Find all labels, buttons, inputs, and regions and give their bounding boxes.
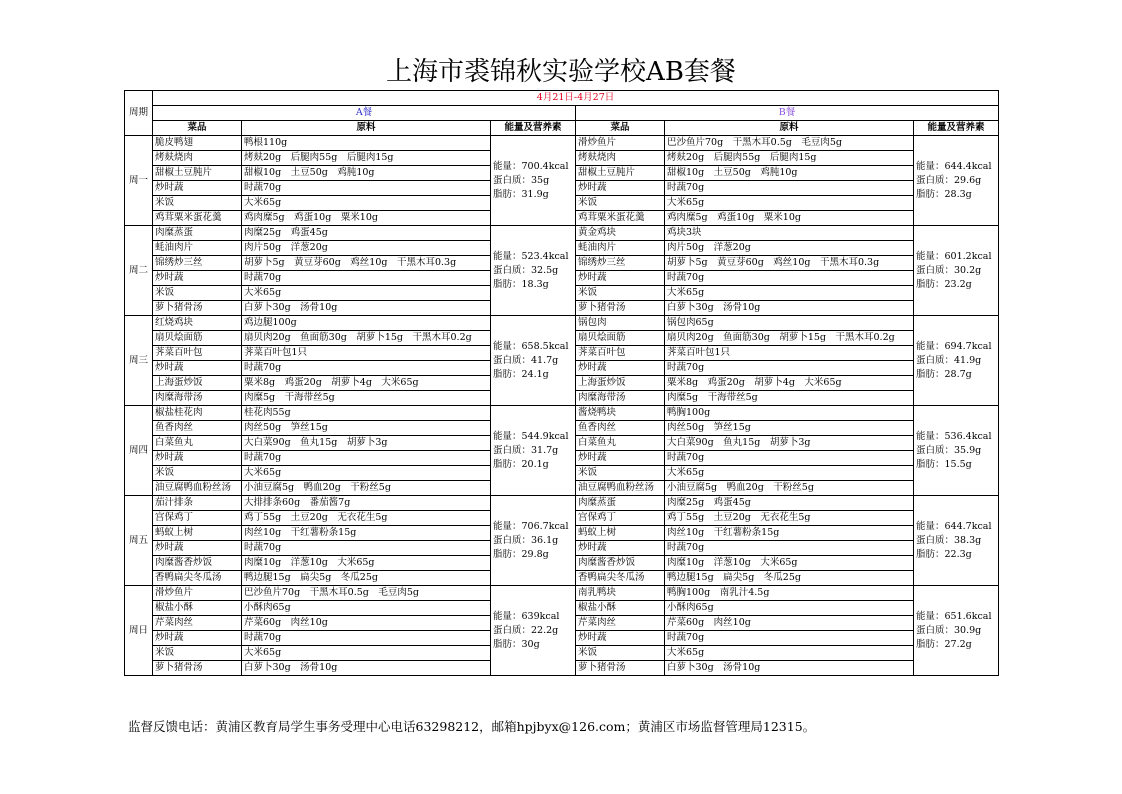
set-a-dish: 脆皮鸭翅 xyxy=(153,136,242,151)
set-b-dish: 肉糜酱香炒饭 xyxy=(576,556,665,571)
nutrition-fat: 脂肪：28.3g xyxy=(916,188,972,200)
set-a-dish: 烤麸烧肉 xyxy=(153,151,242,166)
col-dish-a: 菜品 xyxy=(153,121,242,136)
table-row xyxy=(125,316,999,331)
set-a-dish: 萝卜猪骨汤 xyxy=(153,661,242,676)
set-a-ingredients: 鸭边腿15g 扁尖5g 冬瓜25g xyxy=(242,571,491,586)
set-b-ingredients: 大米65g xyxy=(665,646,914,661)
header-row-columns xyxy=(125,121,999,136)
nutrition-energy: 能量：644.7kcal xyxy=(916,520,992,532)
set-a-dish: 锦绣炒三丝 xyxy=(153,256,242,271)
nutrition-fat: 脂肪：30g xyxy=(493,638,540,650)
set-b-dish: 芹菜肉丝 xyxy=(576,616,665,631)
set-b-ingredients: 扇贝肉20g 鱼面筋30g 胡萝卜15g 干黑木耳0.2g xyxy=(665,331,914,346)
set-b-ingredients: 白萝卜30g 汤骨10g xyxy=(665,661,914,676)
set-a-ingredients: 鸡边腿100g xyxy=(242,316,491,331)
footer-contact: 监督反馈电话：黄浦区教育局学生事务受理中心电话63298212，邮箱hpjbyx@126.com；黄浦区市场监督管理局12315。 xyxy=(128,719,816,734)
set-b-dish: 萝卜猪骨汤 xyxy=(576,301,665,316)
set-b-ingredients: 大米65g xyxy=(665,196,914,211)
set-b-dish: 上海蛋炒饭 xyxy=(576,376,665,391)
set-a-dish: 肉糜海带汤 xyxy=(153,391,242,406)
set-b-nutrition xyxy=(914,496,999,586)
set-a-ingredients: 芹菜60g 肉丝10g xyxy=(242,616,491,631)
set-a-nutrition xyxy=(491,406,576,496)
set-b-dish: 白菜鱼丸 xyxy=(576,436,665,451)
week-label: 周期 xyxy=(125,91,153,136)
nutrition-energy: 能量：651.6kcal xyxy=(916,610,992,622)
set-b-ingredients: 锅包肉65g xyxy=(665,316,914,331)
nutrition-energy: 能量：601.2kcal xyxy=(916,250,992,262)
set-a-dish: 炒时蔬 xyxy=(153,361,242,376)
table-row xyxy=(125,586,999,601)
set-b-nutrition xyxy=(914,226,999,316)
nutrition-protein: 蛋白质：22.2g xyxy=(493,624,559,636)
set-a-ingredients: 扇贝肉20g 鱼面筋30g 胡萝卜15g 干黑木耳0.2g xyxy=(242,331,491,346)
set-b-nutrition xyxy=(914,316,999,406)
set-b-dish: 炒时蔬 xyxy=(576,451,665,466)
set-a-dish: 蚂蚁上树 xyxy=(153,526,242,541)
set-a-ingredients: 荠菜百叶包1只 xyxy=(242,346,491,361)
col-nutrition-a: 能量及营养素 xyxy=(491,121,576,136)
col-dish-b: 菜品 xyxy=(576,121,665,136)
set-b-ingredients: 鸭边腿15g 扁尖5g 冬瓜25g xyxy=(665,571,914,586)
set-a-nutrition xyxy=(491,226,576,316)
col-ingredients-b: 原料 xyxy=(665,121,914,136)
set-a-dish: 肉糜酱香炒饭 xyxy=(153,556,242,571)
set-a-nutrition xyxy=(491,586,576,676)
set-b-ingredients: 巴沙鱼片70g 干黑木耳0.5g 毛豆肉5g xyxy=(665,136,914,151)
set-b-dish: 扇贝烩面筋 xyxy=(576,331,665,346)
set-a-ingredients: 大排排条60g 番茄酱7g xyxy=(242,496,491,511)
set-b-ingredients: 大米65g xyxy=(665,466,914,481)
set-a-dish: 米饭 xyxy=(153,466,242,481)
set-a-ingredients: 甜椒10g 土豆50g 鸡肫10g xyxy=(242,166,491,181)
set-b-ingredients: 甜椒10g 土豆50g 鸡肫10g xyxy=(665,166,914,181)
set-a-ingredients: 粟米8g 鸡蛋20g 胡萝卜4g 大米65g xyxy=(242,376,491,391)
day-label: 周日 xyxy=(125,586,153,676)
set-b-ingredients: 小酥肉65g xyxy=(665,601,914,616)
day-label: 周一 xyxy=(125,136,153,226)
set-b-dish: 蚂蚁上树 xyxy=(576,526,665,541)
set-b-dish: 鱼香肉丝 xyxy=(576,421,665,436)
nutrition-protein: 蛋白质：36.1g xyxy=(493,534,559,546)
col-ingredients-a: 原料 xyxy=(242,121,491,136)
set-a-ingredients: 桂花肉55g xyxy=(242,406,491,421)
set-a-dish: 上海蛋炒饭 xyxy=(153,376,242,391)
set-b-dish: 南乳鸭块 xyxy=(576,586,665,601)
set-b-ingredients: 鸭胸100g 南乳汁4.5g xyxy=(665,586,914,601)
nutrition-energy: 能量：658.5kcal xyxy=(493,340,569,352)
nutrition-fat: 脂肪：28.7g xyxy=(916,368,972,380)
set-b-dish: 肉糜海带汤 xyxy=(576,391,665,406)
header-row-dates xyxy=(125,91,999,106)
set-a-ingredients: 肉糜25g 鸡蛋45g xyxy=(242,226,491,241)
set-b-dish: 炒时蔬 xyxy=(576,631,665,646)
nutrition-fat: 脂肪：22.3g xyxy=(916,548,972,560)
set-b-nutrition xyxy=(914,406,999,496)
set-b-ingredients: 胡萝卜5g 黄豆芽60g 鸡丝10g 干黑木耳0.3g xyxy=(665,256,914,271)
set-a-nutrition xyxy=(491,136,576,226)
set-a-ingredients: 肉糜10g 洋葱10g 大米65g xyxy=(242,556,491,571)
set-b-ingredients: 大米65g xyxy=(665,286,914,301)
set-b-ingredients: 鸭胸100g xyxy=(665,406,914,421)
set-b-ingredients: 小油豆腐5g 鸭血20g 干粉丝5g xyxy=(665,481,914,496)
table-row xyxy=(125,406,999,421)
set-a-dish: 扇贝烩面筋 xyxy=(153,331,242,346)
set-b-ingredients: 大白菜90g 鱼丸15g 胡萝卜3g xyxy=(665,436,914,451)
set-a-ingredients: 白萝卜30g 汤骨10g xyxy=(242,301,491,316)
set-b-nutrition xyxy=(914,136,999,226)
set-a-dish: 炒时蔬 xyxy=(153,271,242,286)
set-b-dish: 米饭 xyxy=(576,196,665,211)
set-b-ingredients: 肉糜5g 干海带丝5g xyxy=(665,391,914,406)
set-a-dish: 芹菜肉丝 xyxy=(153,616,242,631)
set-b-dish: 肉糜蒸蛋 xyxy=(576,496,665,511)
set-b-ingredients: 芹菜60g 肉丝10g xyxy=(665,616,914,631)
set-a-dish: 蚝油肉片 xyxy=(153,241,242,256)
set-b-dish: 锅包肉 xyxy=(576,316,665,331)
set-b-dish: 酱烧鸭块 xyxy=(576,406,665,421)
nutrition-energy: 能量：644.4kcal xyxy=(916,160,992,172)
menu-table xyxy=(124,90,999,676)
set-a-label: A餐 xyxy=(153,106,576,121)
nutrition-protein: 蛋白质：30.9g xyxy=(916,624,982,636)
nutrition-protein: 蛋白质：35.9g xyxy=(916,444,982,456)
set-a-ingredients: 时蔬70g xyxy=(242,271,491,286)
set-b-dish: 黄金鸡块 xyxy=(576,226,665,241)
set-a-dish: 荠菜百叶包 xyxy=(153,346,242,361)
nutrition-protein: 蛋白质：30.2g xyxy=(916,264,982,276)
table-row xyxy=(125,136,999,151)
nutrition-protein: 蛋白质：29.6g xyxy=(916,174,982,186)
table-row xyxy=(125,496,999,511)
set-b-ingredients: 荠菜百叶包1只 xyxy=(665,346,914,361)
set-b-ingredients: 时蔬70g xyxy=(665,361,914,376)
set-b-ingredients: 肉片50g 洋葱20g xyxy=(665,241,914,256)
set-a-ingredients: 鸡肉糜5g 鸡蛋10g 粟米10g xyxy=(242,211,491,226)
nutrition-energy: 能量：639kcal xyxy=(493,610,560,622)
set-a-ingredients: 胡萝卜5g 黄豆芽60g 鸡丝10g 干黑木耳0.3g xyxy=(242,256,491,271)
nutrition-energy: 能量：700.4kcal xyxy=(493,160,569,172)
set-a-ingredients: 时蔬70g xyxy=(242,361,491,376)
set-a-nutrition xyxy=(491,316,576,406)
set-b-dish: 鸡茸粟米蛋花羹 xyxy=(576,211,665,226)
set-b-dish: 油豆腐鸭血粉丝汤 xyxy=(576,481,665,496)
set-a-ingredients: 肉糜5g 干海带丝5g xyxy=(242,391,491,406)
set-b-ingredients: 烤麸20g 后腿肉55g 后腿肉15g xyxy=(665,151,914,166)
set-a-dish: 甜椒土豆肫片 xyxy=(153,166,242,181)
set-a-ingredients: 肉丝10g 干红薯粉条15g xyxy=(242,526,491,541)
set-a-dish: 炒时蔬 xyxy=(153,181,242,196)
set-b-dish: 荠菜百叶包 xyxy=(576,346,665,361)
set-a-dish: 肉糜蒸蛋 xyxy=(153,226,242,241)
day-label: 周四 xyxy=(125,406,153,496)
nutrition-fat: 脂肪：27.2g xyxy=(916,638,972,650)
col-nutrition-b: 能量及营养素 xyxy=(914,121,999,136)
set-a-dish: 炒时蔬 xyxy=(153,631,242,646)
nutrition-fat: 脂肪：24.1g xyxy=(493,368,549,380)
nutrition-fat: 脂肪：20.1g xyxy=(493,458,549,470)
set-a-ingredients: 大米65g xyxy=(242,646,491,661)
nutrition-fat: 脂肪：31.9g xyxy=(493,188,549,200)
set-a-dish: 炒时蔬 xyxy=(153,541,242,556)
set-a-dish: 米饭 xyxy=(153,646,242,661)
set-a-ingredients: 烤麸20g 后腿肉55g 后腿肉15g xyxy=(242,151,491,166)
set-a-ingredients: 小油豆腐5g 鸭血20g 干粉丝5g xyxy=(242,481,491,496)
header-row-sets xyxy=(125,106,999,121)
set-b-dish: 米饭 xyxy=(576,286,665,301)
set-a-ingredients: 鸡丁55g 土豆20g 无衣花生5g xyxy=(242,511,491,526)
set-b-ingredients: 鸡块3块 xyxy=(665,226,914,241)
set-b-label: B餐 xyxy=(576,106,999,121)
set-b-ingredients: 时蔬70g xyxy=(665,451,914,466)
set-a-dish: 米饭 xyxy=(153,196,242,211)
set-a-dish: 油豆腐鸭血粉丝汤 xyxy=(153,481,242,496)
set-b-dish: 烤麸烧肉 xyxy=(576,151,665,166)
day-label: 周二 xyxy=(125,226,153,316)
set-a-nutrition xyxy=(491,496,576,586)
nutrition-protein: 蛋白质：41.9g xyxy=(916,354,982,366)
nutrition-protein: 蛋白质：38.3g xyxy=(916,534,982,546)
set-b-ingredients: 时蔬70g xyxy=(665,181,914,196)
set-b-ingredients: 肉糜10g 洋葱10g 大米65g xyxy=(665,556,914,571)
page-title: 上海市裘锦秋实验学校AB套餐 xyxy=(386,57,736,87)
set-b-dish: 椒盐小酥 xyxy=(576,601,665,616)
set-a-ingredients: 肉片50g 洋葱20g xyxy=(242,241,491,256)
set-a-dish: 炒时蔬 xyxy=(153,451,242,466)
set-a-dish: 萝卜猪骨汤 xyxy=(153,301,242,316)
set-a-ingredients: 巴沙鱼片70g 干黑木耳0.5g 毛豆肉5g xyxy=(242,586,491,601)
set-a-dish: 红烧鸡块 xyxy=(153,316,242,331)
set-a-ingredients: 时蔬70g xyxy=(242,541,491,556)
set-a-ingredients: 大米65g xyxy=(242,286,491,301)
set-a-dish: 椒盐小酥 xyxy=(153,601,242,616)
set-b-ingredients: 鸡丁55g 土豆20g 无衣花生5g xyxy=(665,511,914,526)
set-b-dish: 蚝油肉片 xyxy=(576,241,665,256)
set-b-ingredients: 时蔬70g xyxy=(665,631,914,646)
nutrition-fat: 脂肪：15.5g xyxy=(916,458,972,470)
set-a-ingredients: 大白菜90g 鱼丸15g 胡萝卜3g xyxy=(242,436,491,451)
nutrition-energy: 能量：536.4kcal xyxy=(916,430,992,442)
set-b-ingredients: 时蔬70g xyxy=(665,271,914,286)
set-b-dish: 米饭 xyxy=(576,646,665,661)
set-a-ingredients: 大米65g xyxy=(242,196,491,211)
nutrition-fat: 脂肪：18.3g xyxy=(493,278,549,290)
set-b-nutrition xyxy=(914,586,999,676)
set-b-dish: 米饭 xyxy=(576,466,665,481)
nutrition-fat: 脂肪：23.2g xyxy=(916,278,972,290)
set-a-ingredients: 时蔬70g xyxy=(242,451,491,466)
set-a-dish: 米饭 xyxy=(153,286,242,301)
nutrition-protein: 蛋白质：31.7g xyxy=(493,444,559,456)
set-b-ingredients: 肉丝50g 笋丝15g xyxy=(665,421,914,436)
set-a-ingredients: 大米65g xyxy=(242,466,491,481)
set-a-dish: 香鸭扁尖冬瓜汤 xyxy=(153,571,242,586)
nutrition-protein: 蛋白质：35g xyxy=(493,174,550,186)
set-a-ingredients: 肉丝50g 笋丝15g xyxy=(242,421,491,436)
set-b-dish: 滑炒鱼片 xyxy=(576,136,665,151)
day-label: 周三 xyxy=(125,316,153,406)
set-b-ingredients: 鸡肉糜5g 鸡蛋10g 粟米10g xyxy=(665,211,914,226)
set-b-ingredients: 粟米8g 鸡蛋20g 胡萝卜4g 大米65g xyxy=(665,376,914,391)
table-row xyxy=(125,226,999,241)
day-label: 周五 xyxy=(125,496,153,586)
nutrition-energy: 能量：694.7kcal xyxy=(916,340,992,352)
set-a-dish: 椒盐桂花肉 xyxy=(153,406,242,421)
nutrition-fat: 脂肪：29.8g xyxy=(493,548,549,560)
set-a-dish: 鱼香肉丝 xyxy=(153,421,242,436)
set-b-ingredients: 白萝卜30g 汤骨10g xyxy=(665,301,914,316)
set-b-ingredients: 时蔬70g xyxy=(665,541,914,556)
set-a-dish: 茄汁排条 xyxy=(153,496,242,511)
set-a-dish: 宫保鸡丁 xyxy=(153,511,242,526)
set-a-dish: 鸡茸粟米蛋花羹 xyxy=(153,211,242,226)
nutrition-energy: 能量：706.7kcal xyxy=(493,520,569,532)
set-b-dish: 萝卜猪骨汤 xyxy=(576,661,665,676)
set-b-dish: 宫保鸡丁 xyxy=(576,511,665,526)
set-a-dish: 滑炒鱼片 xyxy=(153,586,242,601)
set-b-dish: 炒时蔬 xyxy=(576,541,665,556)
set-b-dish: 炒时蔬 xyxy=(576,181,665,196)
set-b-dish: 锦绣炒三丝 xyxy=(576,256,665,271)
set-a-ingredients: 白萝卜30g 汤骨10g xyxy=(242,661,491,676)
set-b-ingredients: 肉丝10g 干红薯粉条15g xyxy=(665,526,914,541)
date-range: 4月21日-4月27日 xyxy=(153,91,999,106)
nutrition-protein: 蛋白质：32.5g xyxy=(493,264,559,276)
nutrition-energy: 能量：523.4kcal xyxy=(493,250,569,262)
nutrition-energy: 能量：544.9kcal xyxy=(493,430,569,442)
set-b-dish: 香鸭扁尖冬瓜汤 xyxy=(576,571,665,586)
set-b-dish: 甜椒土豆肫片 xyxy=(576,166,665,181)
set-a-ingredients: 时蔬70g xyxy=(242,631,491,646)
set-b-ingredients: 肉糜25g 鸡蛋45g xyxy=(665,496,914,511)
set-a-dish: 白菜鱼丸 xyxy=(153,436,242,451)
set-a-ingredients: 小酥肉65g xyxy=(242,601,491,616)
set-b-dish: 炒时蔬 xyxy=(576,271,665,286)
set-a-ingredients: 鸭根110g xyxy=(242,136,491,151)
nutrition-protein: 蛋白质：41.7g xyxy=(493,354,559,366)
set-b-dish: 炒时蔬 xyxy=(576,361,665,376)
set-a-ingredients: 时蔬70g xyxy=(242,181,491,196)
